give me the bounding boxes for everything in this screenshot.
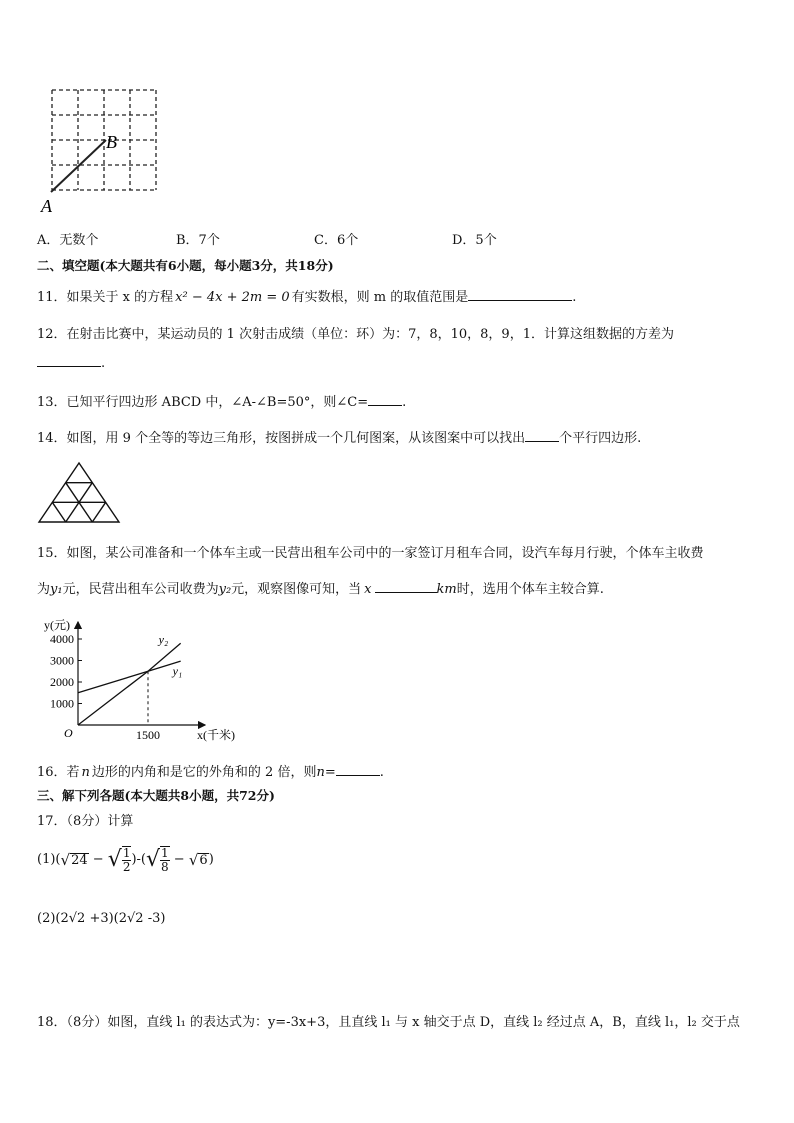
q15-answer-blank[interactable] <box>375 580 437 593</box>
x-tick-label: 1500 <box>136 728 160 742</box>
y-tick-label: 3000 <box>50 653 74 668</box>
series-line-y1 <box>78 661 181 693</box>
q16-pre: 16．若 <box>37 765 80 780</box>
q15-y2: y₂ <box>218 582 232 597</box>
q11-end: . <box>572 290 577 305</box>
q16-n: n <box>81 765 90 780</box>
q10-option-b: B．7个 <box>176 233 220 248</box>
q15-line1: 15．如图，某公司准备和一个体车主或一民营出租车公司中的一家签订月租车合同，设汽车每月行驶，个体车主收费 <box>37 546 704 561</box>
q10-option-a: A．无数个 <box>37 233 99 248</box>
y-tick-label: 1000 <box>50 696 74 711</box>
q16-n2: n <box>316 765 325 780</box>
cost-chart <box>40 612 250 747</box>
q15-mid1: 元，民营出租车公司收费为 <box>62 582 219 597</box>
series-label-y1: y₁ <box>172 664 183 679</box>
q16-mid: 边形的内角和是它的外角和的 2 倍，则 <box>91 765 317 780</box>
q13-answer-blank[interactable] <box>368 393 402 406</box>
q17-part1-expression: ( √ 24 − √ $\frac{1}{2}$ )-( √ $\frac{1}{8}$ − √ 6 ) <box>55 846 214 874</box>
q14 <box>37 427 641 446</box>
q16-eq: = <box>324 765 336 780</box>
q16-answer-blank[interactable] <box>336 763 380 776</box>
q11-number: 11． <box>37 290 67 305</box>
origin-label: O <box>64 726 73 740</box>
q12-text: 12．在射击比赛中，某运动员的 1 次射击成绩（单位：环）为：7，8，10，8，9，1．计算这组数据的方差为 <box>37 327 674 342</box>
q11 <box>37 286 576 305</box>
q15-post: 时，选用个体车主较合算. <box>456 582 604 597</box>
q12-answer-blank[interactable] <box>37 354 101 367</box>
q16 <box>37 761 384 780</box>
q17-part1-label: (1) <box>37 852 56 868</box>
q15-pre: 为 <box>37 582 51 597</box>
series-label-y2: y₂ <box>158 632 169 647</box>
q17-part1 <box>37 846 214 873</box>
q11-equation: x² − 4x + 2m = 0 <box>175 290 290 305</box>
x-axis-label: x(千米) <box>197 728 235 742</box>
q14-post: 个平行四边形. <box>559 431 642 446</box>
q18-text: 18．（8分）如图，直线 l₁ 的表达式为：y=-3x+3，且直线 l₁ 与 x 轴交于点 D，直线 l₂ 经过点 A，B，直线 l₁，l₂ 交于点 <box>37 1015 740 1030</box>
q10-option-c: C．6个 <box>314 233 359 248</box>
q15-y1: y₁ <box>50 582 63 597</box>
q15-mid2: 元，观察图像可知，当 <box>231 582 362 597</box>
y-tick-label: 2000 <box>50 675 74 689</box>
q15-line2 <box>37 578 604 597</box>
label-b: B <box>106 132 117 152</box>
q17-title: 17．（8分）计算 <box>37 814 134 829</box>
grid-figure <box>38 84 163 214</box>
q11-pre: 如果关于 x 的方程 <box>66 290 174 305</box>
q15-unit: km <box>436 582 457 597</box>
q12-blank-line <box>37 354 105 371</box>
q12-end: . <box>101 356 106 371</box>
q13-end: . <box>402 395 407 410</box>
section3-heading: 三、解下列各题(本大题共8小题，共72分) <box>37 788 275 803</box>
y-tick-label: 4000 <box>50 632 74 646</box>
triangle-figure <box>36 460 122 526</box>
q17-part2: (2)(2√2 +3)(2√2 -3) <box>37 911 166 926</box>
q10-option-d: D．5个 <box>452 233 497 248</box>
label-a: A <box>41 196 52 214</box>
q14-answer-blank[interactable] <box>525 429 559 442</box>
q16-end: . <box>379 765 384 780</box>
q11-answer-blank[interactable] <box>468 288 572 301</box>
q11-post: 有实数根，则 m 的取值范围是 <box>291 290 469 305</box>
section2-heading: 二、填空题(本大题共有6小题，每小题3分，共18分) <box>37 258 334 273</box>
series-line-y2 <box>78 643 181 725</box>
q13-text: 13．已知平行四边形 ABCD 中，∠A-∠B=50°，则∠C= <box>37 395 369 410</box>
q15-x: x <box>364 582 372 597</box>
q13 <box>37 391 406 410</box>
y-axis-label: y(元) <box>44 618 70 632</box>
q14-pre: 14．如图，用 9 个全等的等边三角形，按图拼成一个几何图案，从该图案中可以找出 <box>37 431 526 446</box>
